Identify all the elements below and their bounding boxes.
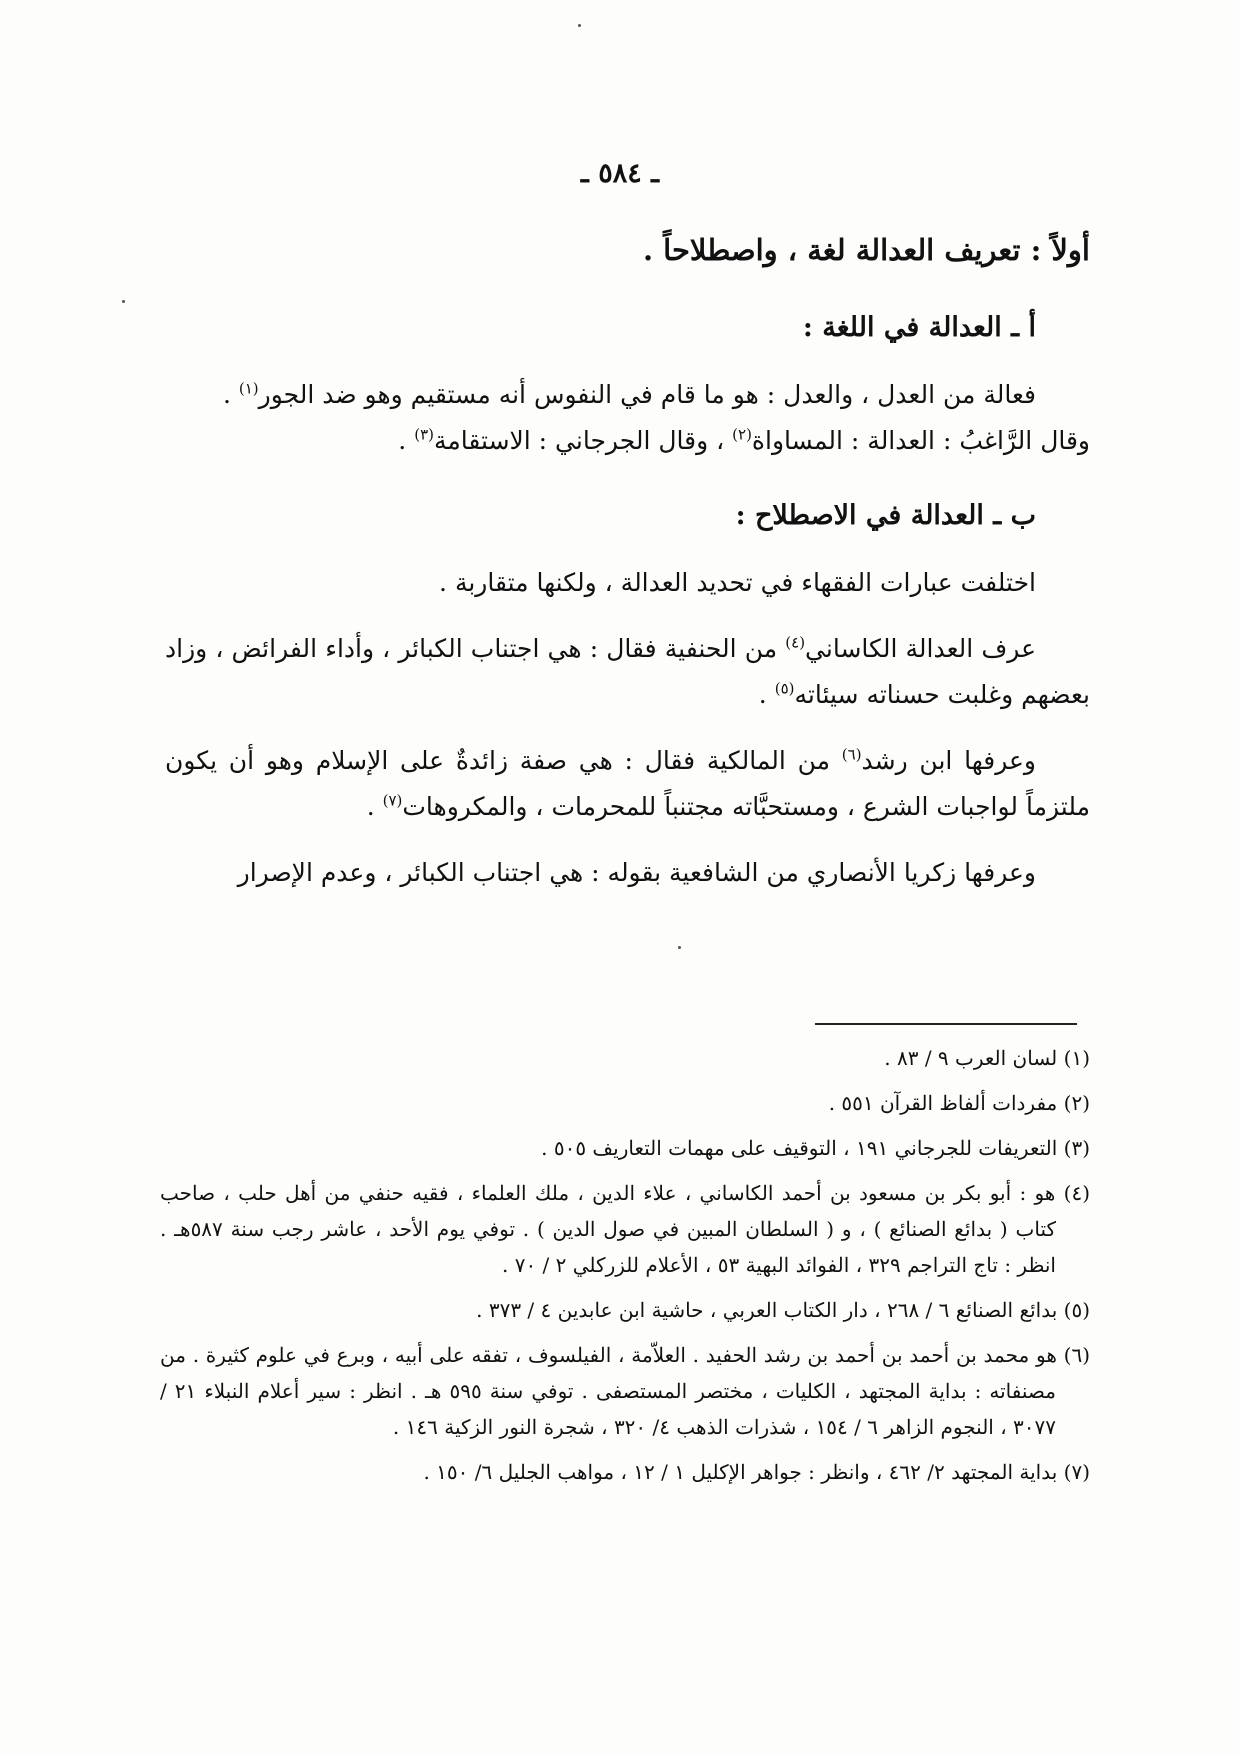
footnote-7: (٧) بداية المجتهد ٢/ ٤٦٢ ، وانظر : جواهر الإكليل ١ / ١٢ ، مواهب الجليل ٦/ ١٥٠ . bbox=[423, 1460, 1090, 1484]
footnote-separator bbox=[815, 1023, 1077, 1025]
footnote-2: (٢) مفردات ألفاظ القرآن ٥٥١ . bbox=[828, 1091, 1090, 1115]
paragraph-text: من الحنفية فقال : هي اجتناب الكبائر ، وأداء الفرائض ، وزاد بعضهم وغلبت حسناته سيئاته bbox=[165, 634, 1090, 709]
paragraph-text: من المالكية فقال : هي صفة زائدةٌ على الإسلام وهو أن يكون ملتزماً لواجبات الشرع ، ومستحبَّاته مجتنباً للمحرمات ، والمكروهات bbox=[165, 746, 1090, 821]
subsection-title-terminology: ب ـ العدالة في الاصطلاح : bbox=[735, 500, 1036, 531]
paragraph-text: فعالة من العدل ، والعدل : هو ما قام في النفوس أنه مستقيم وهو ضد الجور bbox=[258, 380, 1036, 409]
section-title: أولاً : تعريف العدالة لغة ، واصطلاحاً . bbox=[642, 233, 1090, 267]
paragraph-jurists-differ: اختلفت عبارات الفقهاء في تحديد العدالة ، ولكنها متقاربة . bbox=[439, 568, 1036, 597]
paragraph-language-definition bbox=[165, 372, 1090, 418]
paragraph-end: . bbox=[366, 792, 383, 821]
footnote-ref-2[interactable]: (٢) bbox=[732, 425, 752, 444]
footnote-6: (٦) هو محمد بن أحمد بن أحمد بن رشد الحفيد . العلاّمة ، الفيلسوف ، تفقه على أبيه ، وبرع في علوم كثيرة . من مصنفاته : بداية المجتهد ، الكليات ، مختصر المستصفى . توفي سنة ٥٩٥ هـ . انظر : سير أعلام النبلاء ٢١ / ٣٠٧٧ ، النجوم الزاهر ٦ / ١٥٤ ، شذرات الذهب ٤/ ٣٢٠ ، شجرة النور الزكية ١٤٦ . bbox=[160, 1343, 1090, 1439]
footnote-ref-3[interactable]: (٣) bbox=[414, 425, 434, 444]
page-number: ـ ٥٨٤ ـ bbox=[580, 158, 660, 189]
paragraph-text: ، وقال الجرجاني : الاستقامة bbox=[433, 426, 733, 455]
paragraph-end: . bbox=[758, 680, 775, 709]
paragraph-end: . bbox=[222, 380, 239, 409]
paragraph-text: وعرفها ابن رشد bbox=[861, 746, 1036, 775]
paragraph-text: عرف العدالة الكاساني bbox=[805, 634, 1036, 663]
footnote-1: (١) لسان العرب ٩ / ٨٣ . bbox=[884, 1046, 1090, 1070]
subsection-title-language: أ ـ العدالة في اللغة : bbox=[802, 312, 1036, 343]
paragraph-end: . bbox=[398, 426, 415, 455]
paragraph-raghib-jurjani bbox=[165, 418, 1090, 464]
footnote-3: (٣) التعريفات للجرجاني ١٩١ ، التوقيف على مهمات التعاريف ٥٠٥ . bbox=[541, 1136, 1090, 1160]
main-text bbox=[165, 228, 1090, 916]
scan-speck bbox=[578, 24, 581, 27]
paragraph-ansari-definition: وعرفها زكريا الأنصاري من الشافعية بقوله : هي اجتناب الكبائر ، وعدم الإصرار bbox=[237, 858, 1036, 887]
footnote-ref-6[interactable]: (٦) bbox=[841, 745, 862, 764]
scan-speck bbox=[678, 946, 681, 949]
footnote-ref-5[interactable]: (٥) bbox=[774, 679, 795, 698]
footnote-4: (٤) هو : أبو بكر بن مسعود بن أحمد الكاساني ، علاء الدين ، ملك العلماء ، فقيه حنفي من أهل حلب ، صاحب كتاب ( بدائع الصنائع ) ، و ( السلطان المبين في صول الدين ) . توفي يوم الأحد ، عاشر رجب سنة ٥٨٧هـ . انظر : تاج التراجم ٣٢٩ ، الفوائد البهية ٥٣ ، الأعلام للزركلي ٢ / ٧٠ . bbox=[160, 1181, 1090, 1277]
paragraph-text: وقال الرَّاغبُ : العدالة : المساواة bbox=[751, 426, 1090, 455]
paragraph-ibn-rushd-definition bbox=[165, 738, 1090, 830]
footnote-ref-4[interactable]: (٤) bbox=[785, 633, 806, 652]
footnote-ref-7[interactable]: (٧) bbox=[382, 791, 403, 810]
scan-speck bbox=[122, 300, 125, 303]
paragraph-kasani-definition bbox=[165, 626, 1090, 718]
footnote-ref-1[interactable]: (١) bbox=[238, 379, 259, 398]
footnotes bbox=[160, 1040, 1090, 1499]
footnote-5: (٥) بدائع الصنائع ٦ / ٢٦٨ ، دار الكتاب العربي ، حاشية ابن عابدين ٤ / ٣٧٣ . bbox=[476, 1298, 1090, 1322]
